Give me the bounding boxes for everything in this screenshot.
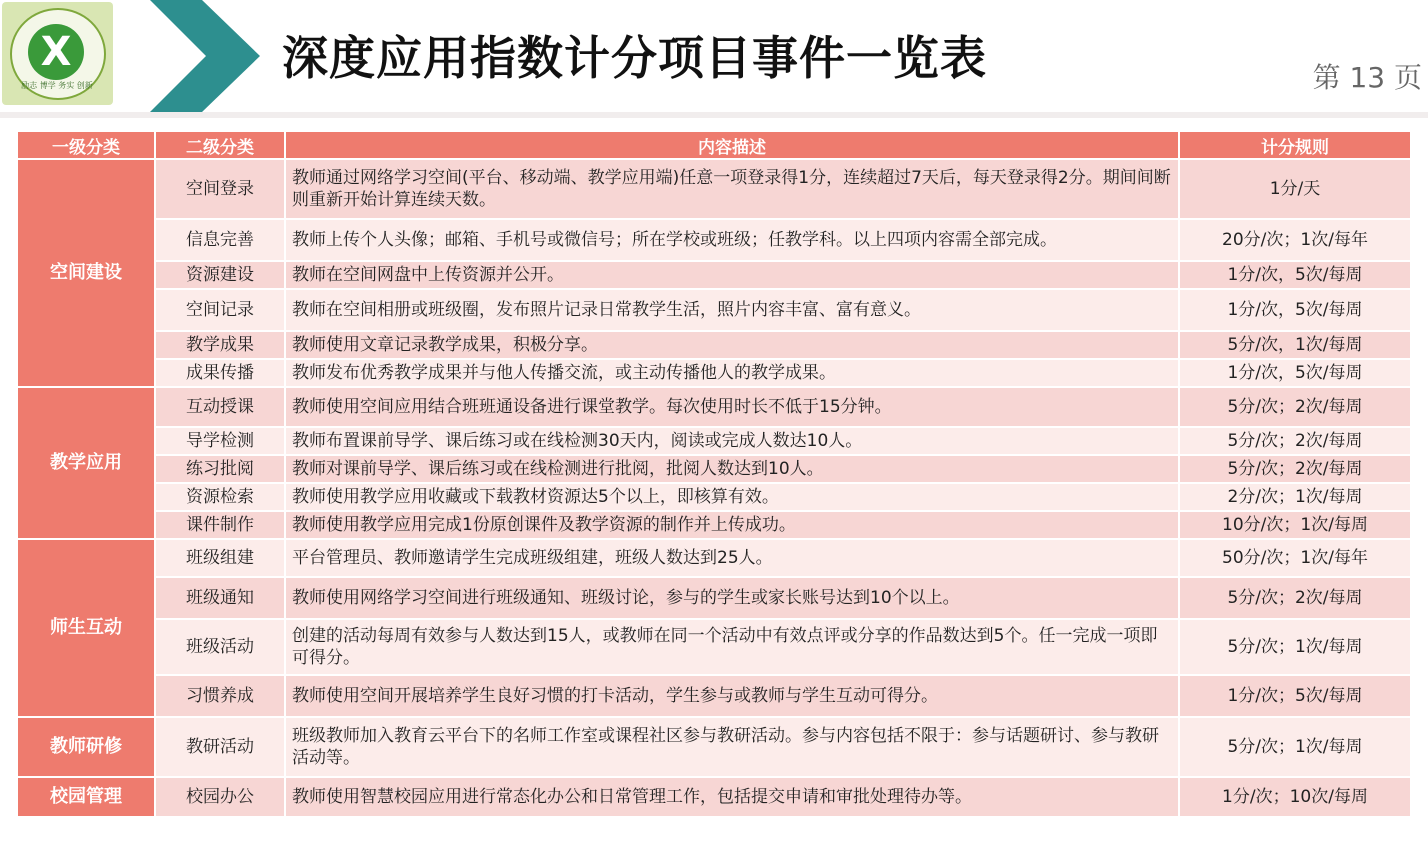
description-cell: 教师使用空间应用结合班班通设备进行课堂教学。每次使用时长不低于15分钟。 [286, 388, 1178, 426]
description-cell: 平台管理员、教师邀请学生完成班级组建，班级人数达到25人。 [286, 540, 1178, 576]
description-cell: 班级教师加入教育云平台下的名师工作室或课程社区参与教研活动。参与内容包括不限于：参与话题研讨、参与教研活动等。 [286, 718, 1178, 776]
subcategory-cell: 班级通知 [156, 578, 284, 618]
column-header-rule: 计分规则 [1180, 132, 1410, 158]
subcategory-cell: 班级组建 [156, 540, 284, 576]
rule-cell: 10分/次；1次/每周 [1180, 512, 1410, 538]
rule-cell: 5分/次，1次/每周 [1180, 332, 1410, 358]
table-row [18, 578, 1410, 618]
table-row [18, 484, 1410, 510]
table-row [18, 620, 1410, 674]
subcategory-cell: 资源建设 [156, 262, 284, 288]
column-header-description: 内容描述 [286, 132, 1178, 158]
logo-emblem: X [28, 24, 84, 80]
rule-cell: 1分/次，5次/每周 [1180, 360, 1410, 386]
table-row [18, 262, 1410, 288]
rule-cell: 1分/天 [1180, 160, 1410, 218]
table-row [18, 718, 1410, 776]
description-cell: 创建的活动每周有效参与人数达到15人，或教师在同一个活动中有效点评或分享的作品数达到5个。任一完成一项即可得分。 [286, 620, 1178, 674]
table-row [18, 456, 1410, 482]
description-cell: 教师对课前导学、课后练习或在线检测进行批阅，批阅人数达到10人。 [286, 456, 1178, 482]
table-row [18, 676, 1410, 716]
subcategory-cell: 教研活动 [156, 718, 284, 776]
rule-cell: 5分/次；1次/每周 [1180, 718, 1410, 776]
description-cell: 教师使用智慧校园应用进行常态化办公和日常管理工作，包括提交申请和审批处理待办等。 [286, 778, 1178, 816]
rule-cell: 5分/次；2次/每周 [1180, 388, 1410, 426]
category-cell: 空间建设 [18, 160, 154, 386]
subcategory-cell: 习惯养成 [156, 676, 284, 716]
rule-cell: 5分/次；2次/每周 [1180, 456, 1410, 482]
subcategory-cell: 课件制作 [156, 512, 284, 538]
description-cell: 教师使用教学应用完成1份原创课件及教学资源的制作并上传成功。 [286, 512, 1178, 538]
description-cell: 教师使用教学应用收藏或下载教材资源达5个以上，即核算有效。 [286, 484, 1178, 510]
rule-cell: 5分/次；1次/每周 [1180, 620, 1410, 674]
category-cell: 校园管理 [18, 778, 154, 816]
table-row [18, 388, 1410, 426]
description-cell: 教师使用空间开展培养学生良好习惯的打卡活动，学生参与或教师与学生互动可得分。 [286, 676, 1178, 716]
slide-header [0, 0, 1428, 115]
description-cell: 教师发布优秀教学成果并与他人传播交流，或主动传播他人的教学成果。 [286, 360, 1178, 386]
page-title: 深度应用指数计分项目事件一览表 [282, 31, 987, 85]
category-cell: 师生互动 [18, 540, 154, 716]
rule-cell: 5分/次；2次/每周 [1180, 428, 1410, 454]
description-cell: 教师在空间相册或班级圈，发布照片记录日常教学生活，照片内容丰富、富有意义。 [286, 290, 1178, 330]
page-number: 第 13 页 [1312, 61, 1422, 94]
table-row [18, 160, 1410, 218]
subcategory-cell: 练习批阅 [156, 456, 284, 482]
table-row [18, 778, 1410, 816]
subcategory-cell: 班级活动 [156, 620, 284, 674]
rule-cell: 50分/次；1次/每年 [1180, 540, 1410, 576]
table-row [18, 428, 1410, 454]
table-row [18, 512, 1410, 538]
table-row [18, 290, 1410, 330]
subcategory-cell: 空间记录 [156, 290, 284, 330]
table-row [18, 332, 1410, 358]
school-logo [2, 2, 113, 105]
rule-cell: 2分/次；1次/每周 [1180, 484, 1410, 510]
rule-cell: 1分/次，5次/每周 [1180, 290, 1410, 330]
subcategory-cell: 教学成果 [156, 332, 284, 358]
table-header-row [18, 132, 1410, 158]
subcategory-cell: 成果传播 [156, 360, 284, 386]
scoring-table [16, 130, 1412, 818]
rule-cell: 20分/次；1次/每年 [1180, 220, 1410, 260]
table-row [18, 220, 1410, 260]
subcategory-cell: 空间登录 [156, 160, 284, 218]
header-divider [0, 112, 1428, 118]
category-cell: 教师研修 [18, 718, 154, 776]
subcategory-cell: 资源检索 [156, 484, 284, 510]
subcategory-cell: 信息完善 [156, 220, 284, 260]
chevron-arrow-icon [150, 0, 260, 112]
description-cell: 教师布置课前导学、课后练习或在线检测30天内，阅读或完成人数达10人。 [286, 428, 1178, 454]
rule-cell: 1分/次；10次/每周 [1180, 778, 1410, 816]
description-cell: 教师在空间网盘中上传资源并公开。 [286, 262, 1178, 288]
description-cell: 教师使用网络学习空间进行班级通知、班级讨论，参与的学生或家长账号达到10个以上。 [286, 578, 1178, 618]
subcategory-cell: 互动授课 [156, 388, 284, 426]
description-cell: 教师上传个人头像；邮箱、手机号或微信号；所在学校或班级；任教学科。以上四项内容需全部完成。 [286, 220, 1178, 260]
description-cell: 教师使用文章记录教学成果，积极分享。 [286, 332, 1178, 358]
column-header-subcategory: 二级分类 [156, 132, 284, 158]
column-header-category: 一级分类 [18, 132, 154, 158]
rule-cell: 5分/次；2次/每周 [1180, 578, 1410, 618]
logo-motto: 励志 博学 务实 创新 [21, 81, 93, 90]
rule-cell: 1分/次；5次/每周 [1180, 676, 1410, 716]
rule-cell: 1分/次，5次/每周 [1180, 262, 1410, 288]
description-cell: 教师通过网络学习空间(平台、移动端、教学应用端)任意一项登录得1分，连续超过7天后，每天登录得2分。期间间断则重新开始计算连续天数。 [286, 160, 1178, 218]
table-row [18, 360, 1410, 386]
table-row [18, 540, 1410, 576]
subcategory-cell: 导学检测 [156, 428, 284, 454]
category-cell: 教学应用 [18, 388, 154, 538]
subcategory-cell: 校园办公 [156, 778, 284, 816]
